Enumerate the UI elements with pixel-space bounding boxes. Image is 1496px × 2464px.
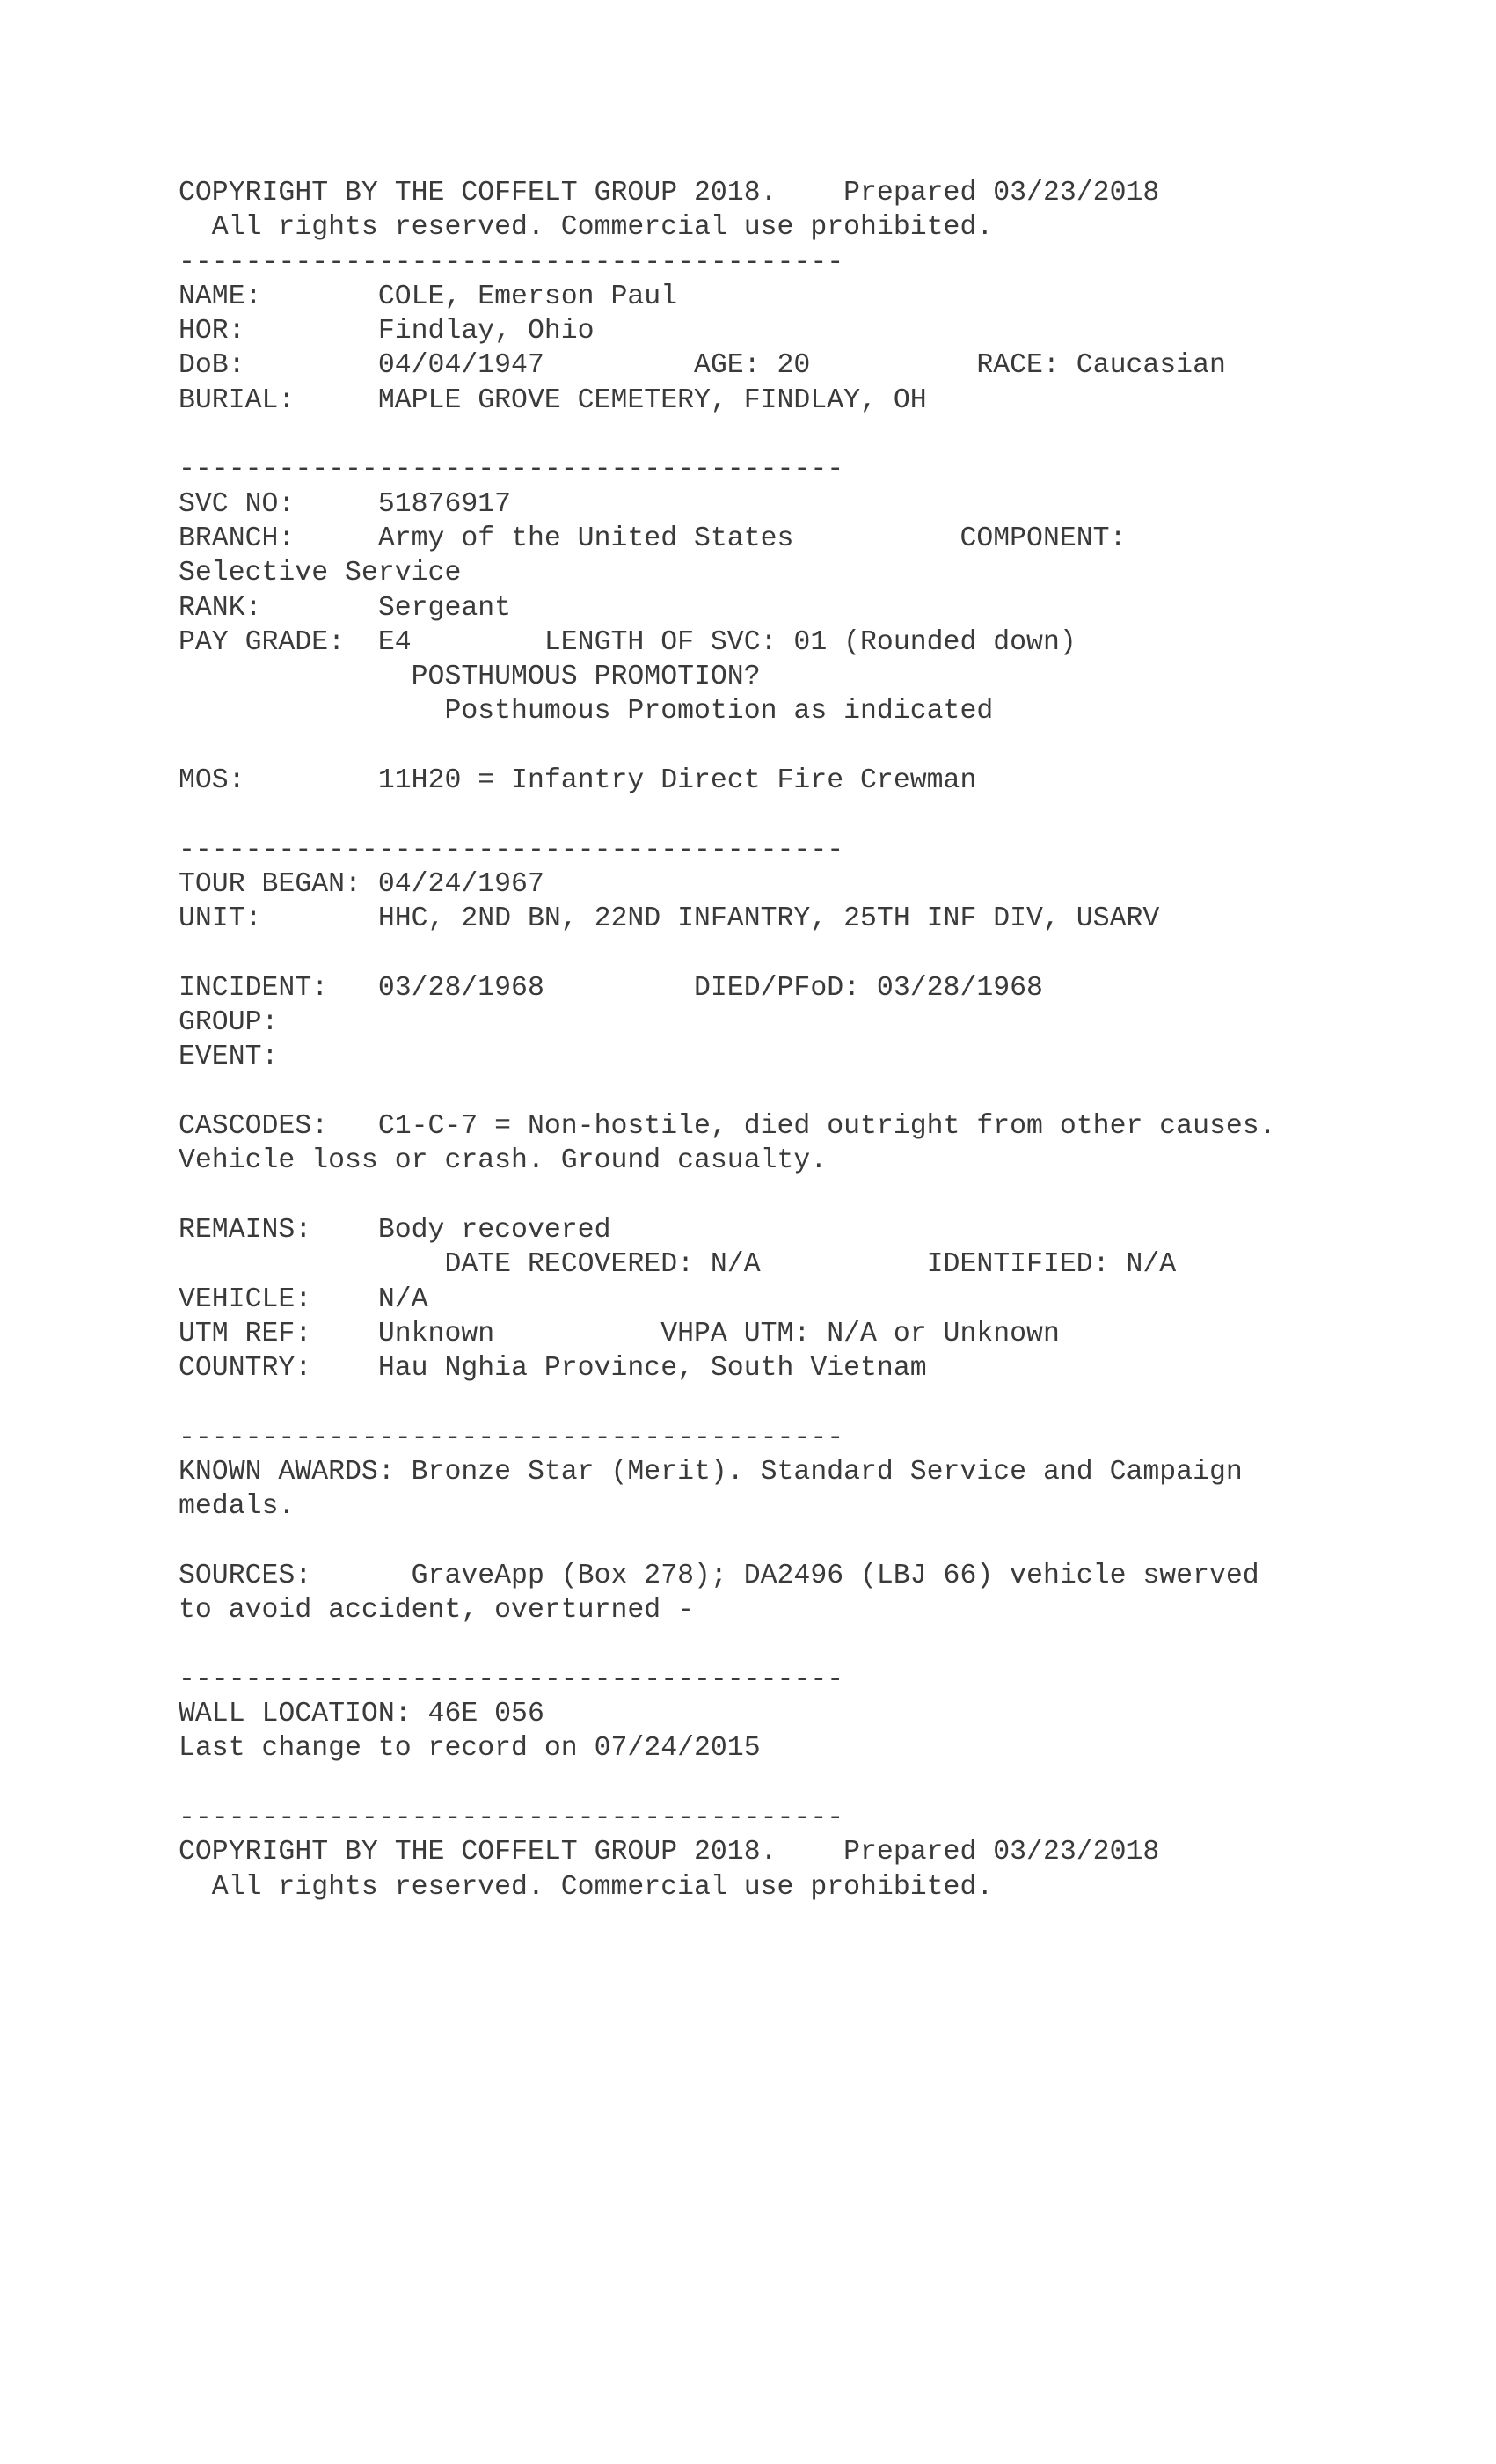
casualty-record-document [179, 176, 1410, 1905]
hor-field: HOR: Findlay, Ohio [179, 316, 595, 347]
copyright-footer-line: COPYRIGHT BY THE COFFELT GROUP 2018. Prepared 03/23/2018 [179, 1837, 1160, 1868]
spacer [179, 937, 1410, 971]
spacer [179, 418, 1410, 452]
incident-died-field: INCIDENT: 03/28/1968 DIED/PFoD: 03/28/1968 [179, 972, 1043, 1004]
spacer [179, 798, 1410, 832]
rights-header-line: All rights reserved. Commercial use prohibited. [179, 212, 994, 244]
rights-footer-line: All rights reserved. Commercial use prohibited. [179, 1871, 994, 1903]
divider: ---------------------------------------- [179, 834, 844, 866]
sources-field: SOURCES: GraveApp (Box 278); DA2496 (LBJ 66) vehicle swerved [179, 1560, 1259, 1591]
posthumous-promotion-answer: Posthumous Promotion as indicated [179, 696, 994, 728]
cascodes-continuation: Vehicle loss or crash. Ground casualty. [179, 1145, 828, 1177]
vehicle-field: VEHICLE: N/A [179, 1283, 428, 1315]
burial-field: BURIAL: MAPLE GROVE CEMETERY, FINDLAY, OH [179, 384, 927, 416]
spacer [179, 1179, 1410, 1213]
wall-location-field: WALL LOCATION: 46E 056 [179, 1699, 544, 1730]
spacer [179, 1766, 1410, 1801]
country-field: COUNTRY: Hau Nghia Province, South Vietnam [179, 1353, 927, 1385]
component-value: Selective Service [179, 558, 462, 589]
unit-field: UNIT: HHC, 2ND BN, 22ND INFANTRY, 25TH INF DIV, USARV [179, 903, 1160, 935]
posthumous-promotion-question: POSTHUMOUS PROMOTION? [179, 662, 761, 693]
divider: ---------------------------------------- [179, 246, 844, 278]
tour-began-field: TOUR BEGAN: 04/24/1967 [179, 868, 544, 900]
spacer [179, 1524, 1410, 1559]
spacer [179, 1386, 1410, 1420]
known-awards-field: KNOWN AWARDS: Bronze Star (Merit). Standard Service and Campaign [179, 1456, 1243, 1488]
spacer [179, 1627, 1410, 1662]
event-field: EVENT: [179, 1042, 279, 1073]
known-awards-continuation: medals. [179, 1491, 296, 1523]
copyright-header-line: COPYRIGHT BY THE COFFELT GROUP 2018. Prepared 03/23/2018 [179, 178, 1160, 208]
divider: ---------------------------------------- [179, 454, 844, 486]
utm-ref-field: UTM REF: Unknown VHPA UTM: N/A or Unknown [179, 1318, 1060, 1349]
spacer [179, 729, 1410, 764]
pay-grade-field: PAY GRADE: E4 LENGTH OF SVC: 01 (Rounded down) [179, 626, 1076, 658]
name-field: NAME: COLE, Emerson Paul [179, 281, 678, 312]
svc-no-field: SVC NO: 51876917 [179, 488, 512, 520]
cascodes-field: CASCODES: C1-C-7 = Non-hostile, died outright from other causes. [179, 1111, 1276, 1143]
date-recovered-identified-field: DATE RECOVERED: N/A IDENTIFIED: N/A [179, 1249, 1177, 1281]
mos-field: MOS: 11H20 = Infantry Direct Fire Crewman [179, 765, 977, 797]
remains-field: REMAINS: Body recovered [179, 1214, 611, 1246]
rank-field: RANK: Sergeant [179, 592, 512, 624]
branch-field: BRANCH: Army of the United States COMPONENT: [179, 523, 1127, 554]
spacer [179, 1075, 1410, 1109]
last-change-field: Last change to record on 07/24/2015 [179, 1733, 761, 1765]
dob-age-race-field: DoB: 04/04/1947 AGE: 20 RACE: Caucasian [179, 350, 1226, 382]
divider: ---------------------------------------- [179, 1663, 844, 1695]
group-field: GROUP: [179, 1007, 279, 1039]
sources-continuation: to avoid accident, overturned - [179, 1595, 694, 1627]
divider: ---------------------------------------- [179, 1802, 844, 1833]
divider: ---------------------------------------- [179, 1422, 844, 1453]
